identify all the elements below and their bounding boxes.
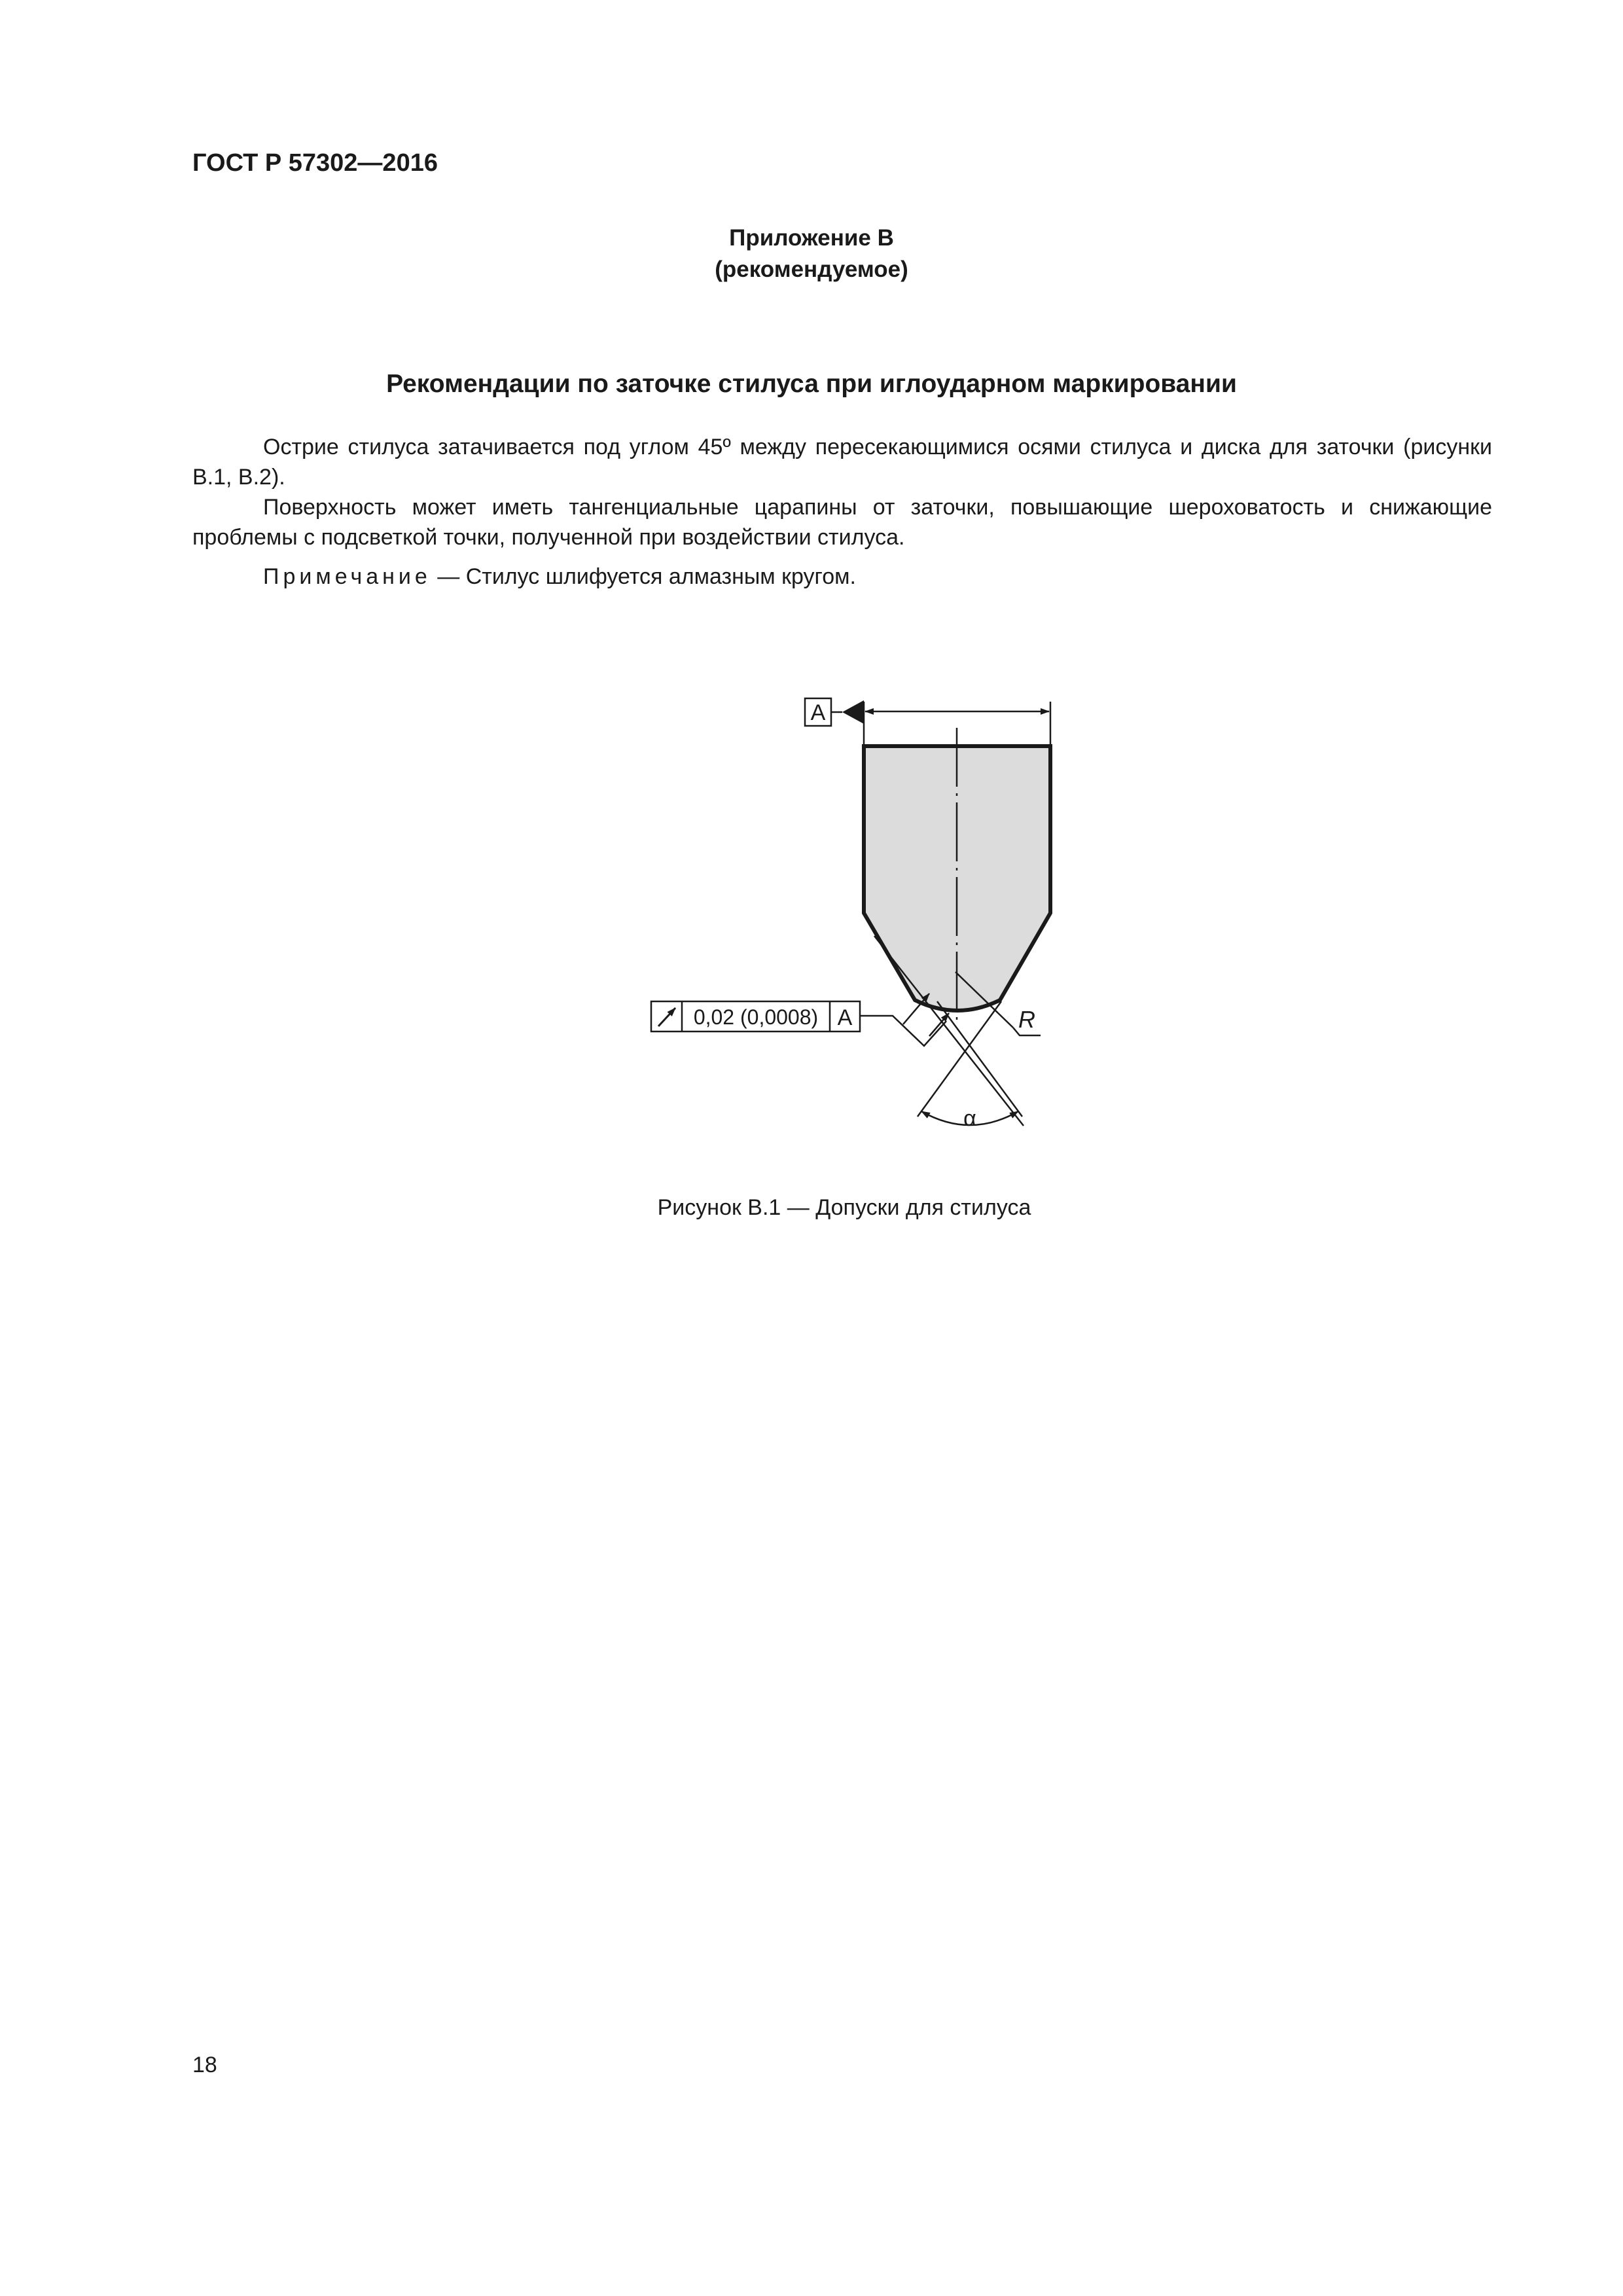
datum-label: A — [810, 700, 826, 725]
tolerance-datum: A — [837, 1005, 853, 1030]
section-title: Рекомендации по заточке стилуса при иглоударном маркировании — [386, 370, 1237, 398]
note-label: Примечание — [263, 564, 431, 589]
note-text: — Стилус шлифуется алмазным кругом. — [431, 564, 856, 589]
paragraph-surface-scratches — [192, 492, 1492, 552]
paragraph-text: Острие стилуса затачивается под углом 45º между пересекающимися осями стилуса и диска для заточки (рисунки В.1, В.2). — [192, 435, 1492, 490]
appendix-title: Приложение В — [729, 225, 894, 251]
appendix-status: (рекомендуемое) — [715, 257, 908, 282]
datum-triangle — [842, 700, 864, 724]
paragraph-sharpening-angle — [192, 432, 1492, 492]
stylus-drawing — [622, 674, 1093, 1132]
angle-label: α — [963, 1106, 976, 1131]
appendix-heading — [0, 223, 1623, 285]
page-number: 18 — [192, 2053, 217, 2077]
figure-caption: Рисунок В.1 — Допуски для стилуса — [657, 1195, 1031, 1220]
note — [263, 564, 856, 590]
stylus-tolerance-figure — [622, 674, 1093, 1132]
radius-label: R — [1018, 1006, 1035, 1033]
tolerance-value: 0,02 (0,0008) — [693, 1005, 819, 1029]
paragraph-text: Поверхность может иметь тангенциальные царапины от заточки, повышающие шероховатость и снижающие проблемы с подсветкой точки, полученной при воздействии стилуса. — [192, 495, 1492, 550]
document-code: ГОСТ Р 57302—2016 — [192, 149, 438, 177]
